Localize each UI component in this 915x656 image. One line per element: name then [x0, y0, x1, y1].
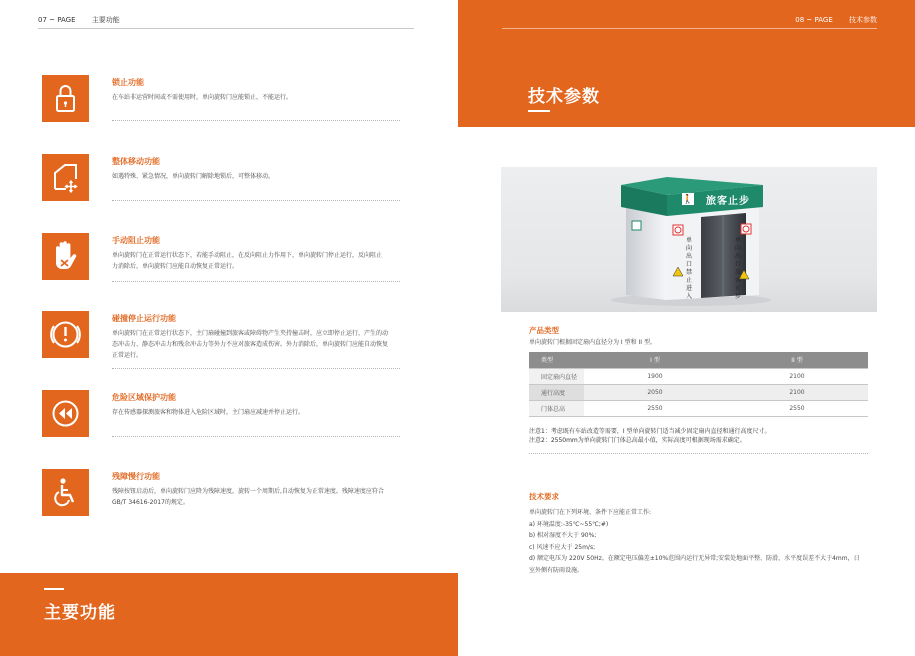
right-section-label: 技术参数 — [849, 16, 877, 24]
feature-title: 整体移动功能 — [112, 157, 160, 166]
table-cell: 门体总高 — [529, 400, 584, 416]
lock-icon — [42, 75, 89, 122]
feature-description-line: 在车站非运营时间或不需使用时，单向旋转门应能锁止，不能运行。 — [112, 94, 293, 101]
dotted-divider — [112, 368, 400, 369]
requirement-line: 室外侧有防雨设施。 — [529, 566, 584, 574]
left-footer-title: 主要功能 — [44, 603, 116, 623]
table-cell: 2550 — [726, 400, 868, 416]
dotted-divider — [112, 200, 400, 201]
right-page-header — [781, 15, 877, 25]
feature-description — [112, 171, 402, 182]
right-page-number: 08 ~ PAGE — [795, 16, 833, 24]
requirement-line: b) 相对湿度不大于 90%; — [529, 532, 597, 540]
table-notes — [529, 427, 771, 445]
note-line: 注意1：考虑既有车站改造等需要，I 型单向旋转门适当减少固定扇内直径和通行高度尺寸。 — [529, 428, 771, 435]
hand-stop-icon — [42, 233, 89, 280]
rewind-icon — [42, 390, 89, 437]
product-type-description: 单向旋转门根据固定扇内直径分为 I 型和 II 型。 — [529, 339, 656, 346]
table-cell: 2100 — [726, 384, 868, 400]
feature-description — [112, 407, 402, 418]
table-cell: 通行高度 — [529, 384, 584, 400]
feature-description-line: 存在传感器探测旅客和物体进入危险区域时，主门扇应减速并停止运行。 — [112, 409, 305, 416]
feature-description — [112, 328, 402, 361]
requirement-line: a) 环境温度:-35℃~55℃;#) — [529, 520, 609, 528]
dotted-divider — [529, 453, 868, 454]
requirement-line: d) 额定电压为 220V 50Hz。在额定电压偏差±10%范围内运行无异常;安装处地面平整、防滑，水平度误差不大于4mm，日 — [529, 555, 860, 563]
table-header-row — [529, 352, 868, 368]
requirement-line: c) 风速不应大于 25m/s; — [529, 543, 596, 551]
dotted-divider — [112, 120, 400, 121]
product-type-title: 产品类型 — [529, 326, 559, 335]
feature-description — [112, 486, 402, 508]
dotted-divider — [112, 436, 400, 437]
left-footer-band — [0, 573, 458, 656]
title-dash — [528, 110, 550, 112]
feature-description — [112, 92, 402, 103]
panel-text-right: 单向出口旅客止步 — [735, 237, 742, 300]
note-line: 注意2：2550mm为单向旋转门门体总高最小值，实际高度可根据现场需求确定。 — [529, 437, 746, 444]
table-cell: 2100 — [726, 368, 868, 384]
requirements-list — [529, 507, 874, 577]
feature-description-line: GB/T 34616-2017的规定。 — [112, 499, 189, 506]
table-cell: 1900 — [584, 368, 726, 384]
feature-description-line: 单向旋转门在正常运行状态下，若能手动阻止，在反向阻止力作用下，单向旋转门停止运行，反向阻止 — [112, 252, 383, 259]
spec-table — [529, 352, 868, 417]
feature-title: 残障慢行功能 — [112, 472, 160, 481]
right-page — [458, 0, 915, 656]
feature-description-line: 残障按钮启动后，单向旋转门应降为残障速度，旋转一个周期后,自动恢复为正常速度。残障速度应符合 — [112, 488, 384, 495]
table-header-cell: 类型 — [529, 352, 584, 368]
feature-description-line: 单向旋转门在正常运行状态下，主门扇碰撞到旅客或障碍物产生夹持撞击时，应立即停止运行，产生的动 — [112, 330, 389, 337]
right-header-band — [458, 0, 915, 127]
left-header-divider — [38, 28, 414, 29]
panel-text-left: 单向出口禁止进入 — [686, 237, 693, 300]
canopy-sign-text: 旅客止步 — [706, 196, 750, 207]
wheelchair-icon — [42, 469, 89, 516]
table-header-cell: II 型 — [726, 352, 868, 368]
feature-description-line: 态冲击力、静态冲击力和残余冲击力等外力不应对旅客造成伤害。外力消除后，单向旋转门应能自动恢复 — [112, 341, 389, 348]
left-page-number: 07 ~ PAGE — [38, 16, 76, 24]
requirements-title: 技术要求 — [529, 492, 559, 501]
left-section-label: 主要功能 — [91, 16, 120, 24]
dotted-divider — [112, 281, 400, 282]
table-cell: 2050 — [584, 384, 726, 400]
table-row — [529, 400, 868, 416]
feature-title: 碰撞停止运行功能 — [112, 314, 176, 323]
feature-title: 危险区域保护功能 — [112, 393, 176, 402]
svg-text:🚶: 🚶 — [682, 195, 694, 205]
product-photo — [501, 167, 877, 312]
alert-stop-icon — [42, 311, 89, 358]
feature-description-line: 正常运行。 — [112, 352, 143, 359]
feature-title: 锁止功能 — [112, 78, 144, 87]
left-page-header — [38, 15, 134, 25]
move-icon — [42, 154, 89, 201]
feature-description-line: 如遇特殊、紧急情况，单向旋转门解除地锁后，可整体移动。 — [112, 173, 275, 180]
feature-description-line: 力消除后，单向旋转门应能自动恢复正常运行。 — [112, 263, 239, 270]
title-dash — [44, 588, 64, 590]
feature-title: 手动阻止功能 — [112, 236, 160, 245]
table-cell: 固定扇内直径 — [529, 368, 584, 384]
table-cell: 2550 — [584, 400, 726, 416]
feature-description — [112, 250, 402, 272]
requirement-line: 单向旋转门在下列环境、条件下应能正常工作: — [529, 509, 652, 516]
table-row — [529, 384, 868, 400]
right-header-divider — [502, 28, 877, 29]
table-row — [529, 368, 868, 384]
right-page-title: 技术参数 — [528, 87, 600, 107]
table-header-cell: I 型 — [584, 352, 726, 368]
